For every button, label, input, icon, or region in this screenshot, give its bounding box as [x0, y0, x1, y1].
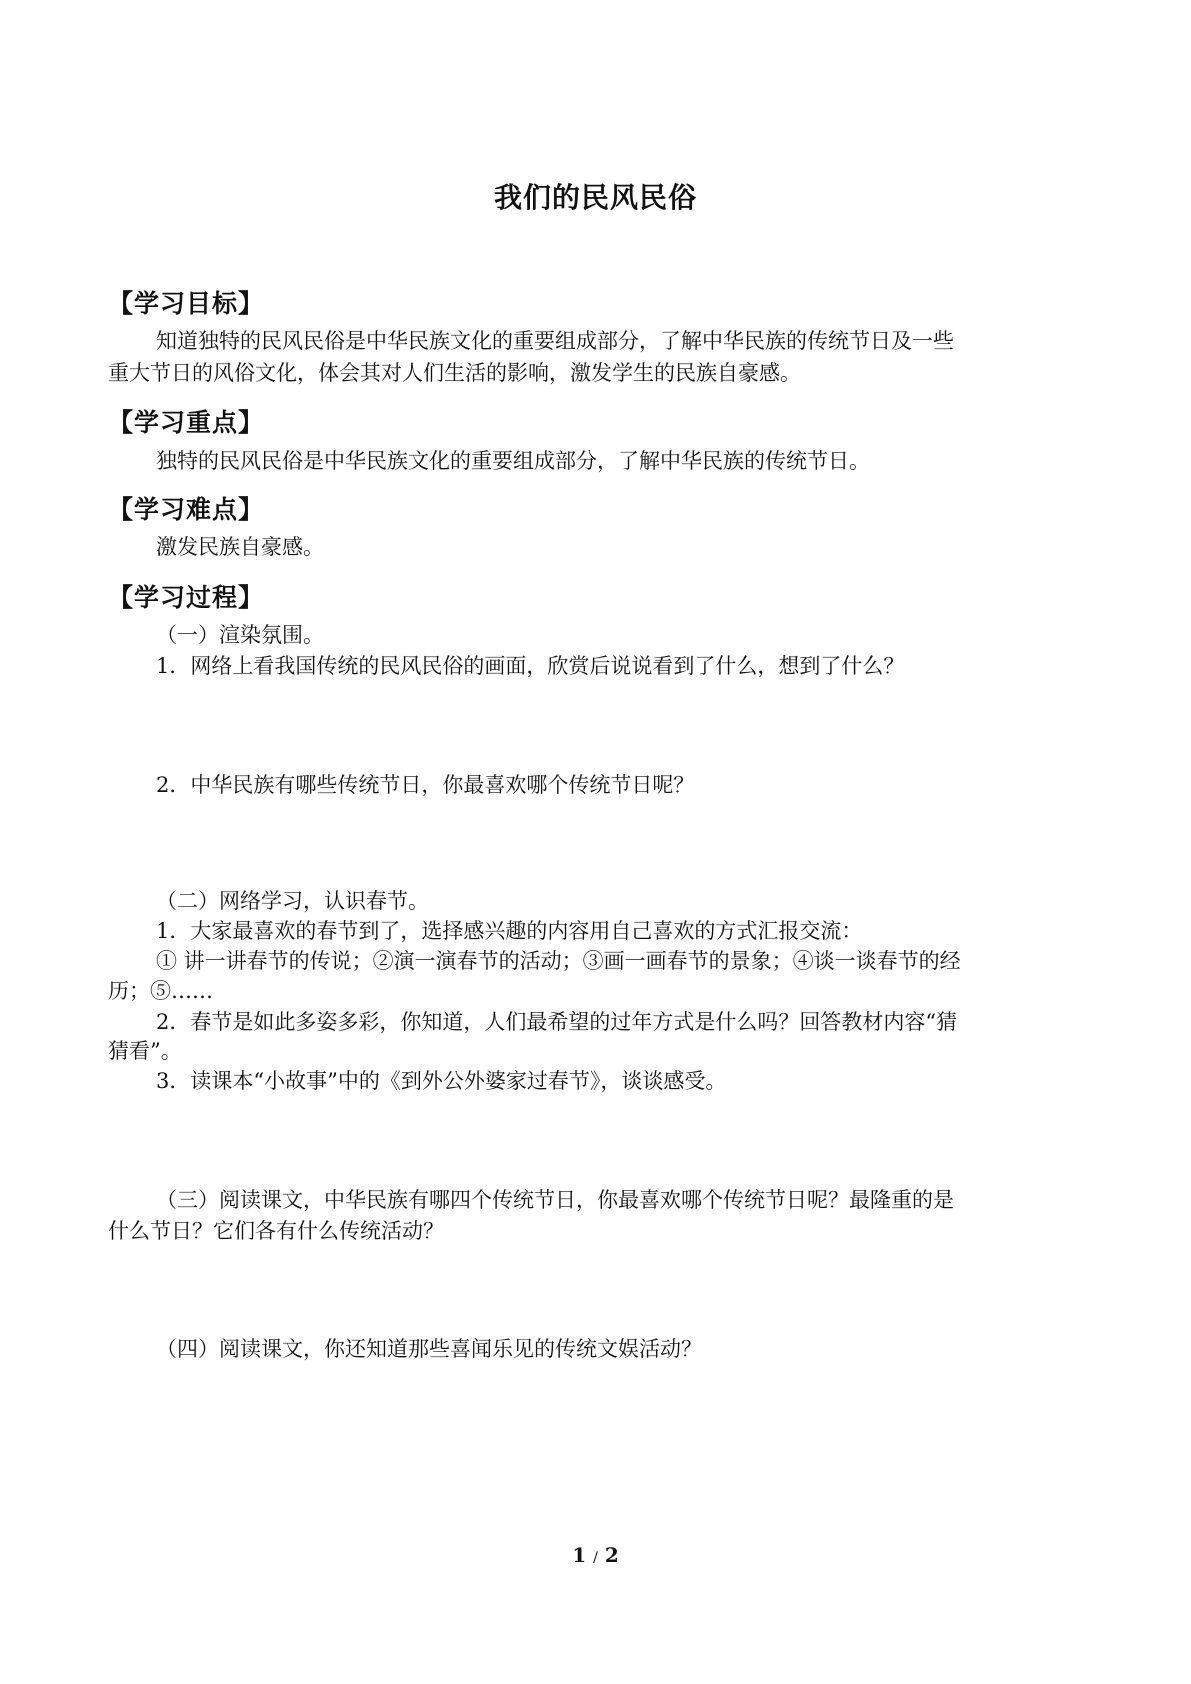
page-separator: /	[593, 1550, 598, 1566]
objectives-text-line-1: 知道独特的民风民俗是中华民族文化的重要组成部分，了解中华民族的传统节日及一些	[156, 329, 954, 353]
process-part3-line-2: 什么节日？它们各有什么传统活动？	[108, 1219, 444, 1243]
process-heading: 【学习过程】	[108, 583, 265, 612]
process-part2-question-3: 3．读课本“小故事”中的《到外公外婆家过春节》，谈谈感受。	[156, 1069, 727, 1093]
process-part3-line-1: （三）阅读课文，中华民族有哪四个传统节日，你最喜欢哪个传统节日呢？最隆重的是	[156, 1188, 954, 1212]
process-part2-question-2-line-1: 2．春节是如此多姿多彩，你知道，人们最希望的过年方式是什么吗？回答教材内容“猜	[156, 1010, 958, 1034]
process-part2-question-2-line-2: 猜看”。	[108, 1039, 182, 1063]
key-points-text: 独特的民风民俗是中华民族文化的重要组成部分，了解中华民族的传统节日。	[156, 449, 870, 473]
process-part4-line-1: （四）阅读课文，你还知道那些喜闻乐见的传统文娱活动？	[156, 1337, 702, 1361]
page-number	[0, 1543, 1191, 1567]
process-part2-options-line-2: 历；⑤……	[108, 979, 213, 1003]
process-part2-options-line-1: ① 讲一讲春节的传说；②演一演春节的活动；③画一画春节的景象；④谈一谈春节的经	[156, 949, 961, 973]
page-title: 我们的民风民俗	[493, 181, 697, 214]
process-part1-label: （一）渲染氛围。	[156, 623, 324, 647]
page-total: 2	[604, 1543, 619, 1567]
page-current: 1	[572, 1543, 587, 1567]
difficulties-heading: 【学习难点】	[108, 495, 265, 524]
difficulties-text: 激发民族自豪感。	[156, 535, 324, 559]
objectives-text-line-2: 重大节日的风俗文化，体会其对人们生活的影响，激发学生的民族自豪感。	[108, 361, 801, 385]
key-points-heading: 【学习重点】	[108, 408, 265, 437]
process-part2-label: （二）网络学习，认识春节。	[156, 889, 429, 913]
process-part1-question-2: 2．中华民族有哪些传统节日，你最喜欢哪个传统节日呢？	[156, 773, 695, 797]
objectives-heading: 【学习目标】	[108, 289, 265, 318]
process-part2-question-1: 1．大家最喜欢的春节到了，选择感兴趣的内容用自己喜欢的方式汇报交流：	[156, 919, 863, 943]
process-part1-question-1: 1．网络上看我国传统的民风民俗的画面，欣赏后说说看到了什么，想到了什么？	[156, 654, 905, 678]
